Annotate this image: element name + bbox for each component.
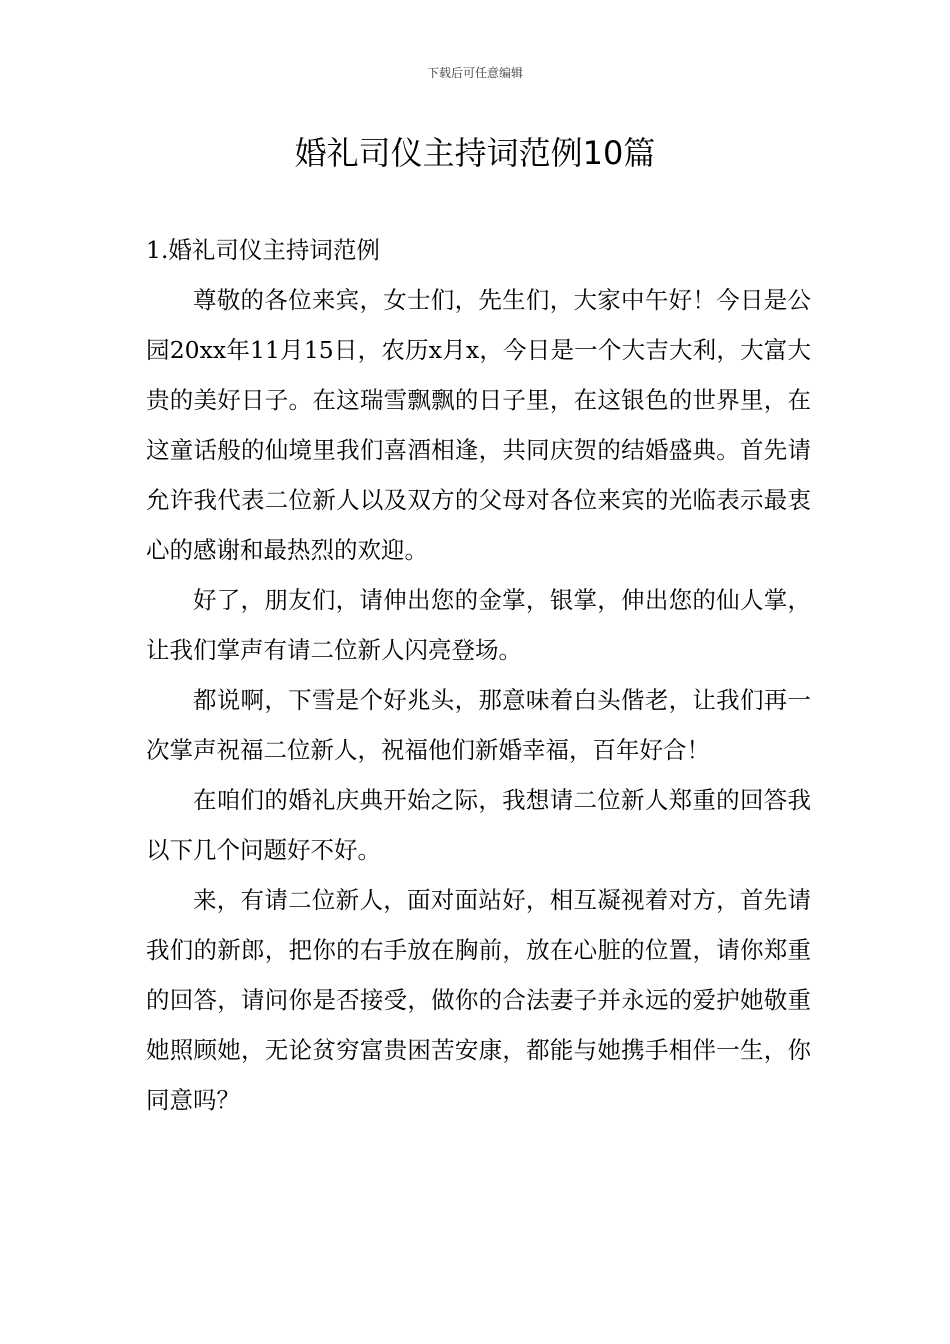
- paragraph-welcome-couple: 好了，朋友们，请伸出您的金掌，银掌，伸出您的仙人掌，让我们掌声有请二位新人闪亮登场。: [146, 586, 811, 664]
- document-body: [146, 225, 811, 1125]
- paragraph-questions-intro: 在咱们的婚礼庆典开始之际，我想请二位新人郑重的回答我以下几个问题好不好。: [146, 786, 811, 864]
- document-title: 婚礼司仪主持词范例10篇: [294, 134, 656, 172]
- paragraph-snow-blessing: 都说啊，下雪是个好兆头，那意味着白头偕老，让我们再一次掌声祝福二位新人，祝福他们新婚幸福，百年好合！: [146, 686, 811, 764]
- paragraph-groom-vow: 来，有请二位新人，面对面站好，相互凝视着对方，首先请我们的新郎，把你的右手放在胸前，放在心脏的位置，请你郑重的回答，请问你是否接受，做你的合法妻子并永远的爱护她敬重她照顾她，无论贫穷富贵困苦安康，都能与她携手相伴一生，你同意吗？: [146, 886, 811, 1114]
- header-note: 下载后可任意编辑: [426, 66, 523, 80]
- paragraph-opening-greeting: 尊敬的各位来宾，女士们，先生们，大家中午好！今日是公园20xx年11月15日，农历x月x，今日是一个大吉大利，大富大贵的美好日子。在这瑞雪飘飘的日子里，在这银色的世界里，在这童话般的仙境里我们喜酒相逢，共同庆贺的结婚盛典。首先请允许我代表二位新人以及双方的父母对各位来宾的光临表示最衷心的感谢和最热烈的欢迎。: [146, 286, 811, 564]
- section-heading: 1.婚礼司仪主持词范例: [146, 236, 380, 264]
